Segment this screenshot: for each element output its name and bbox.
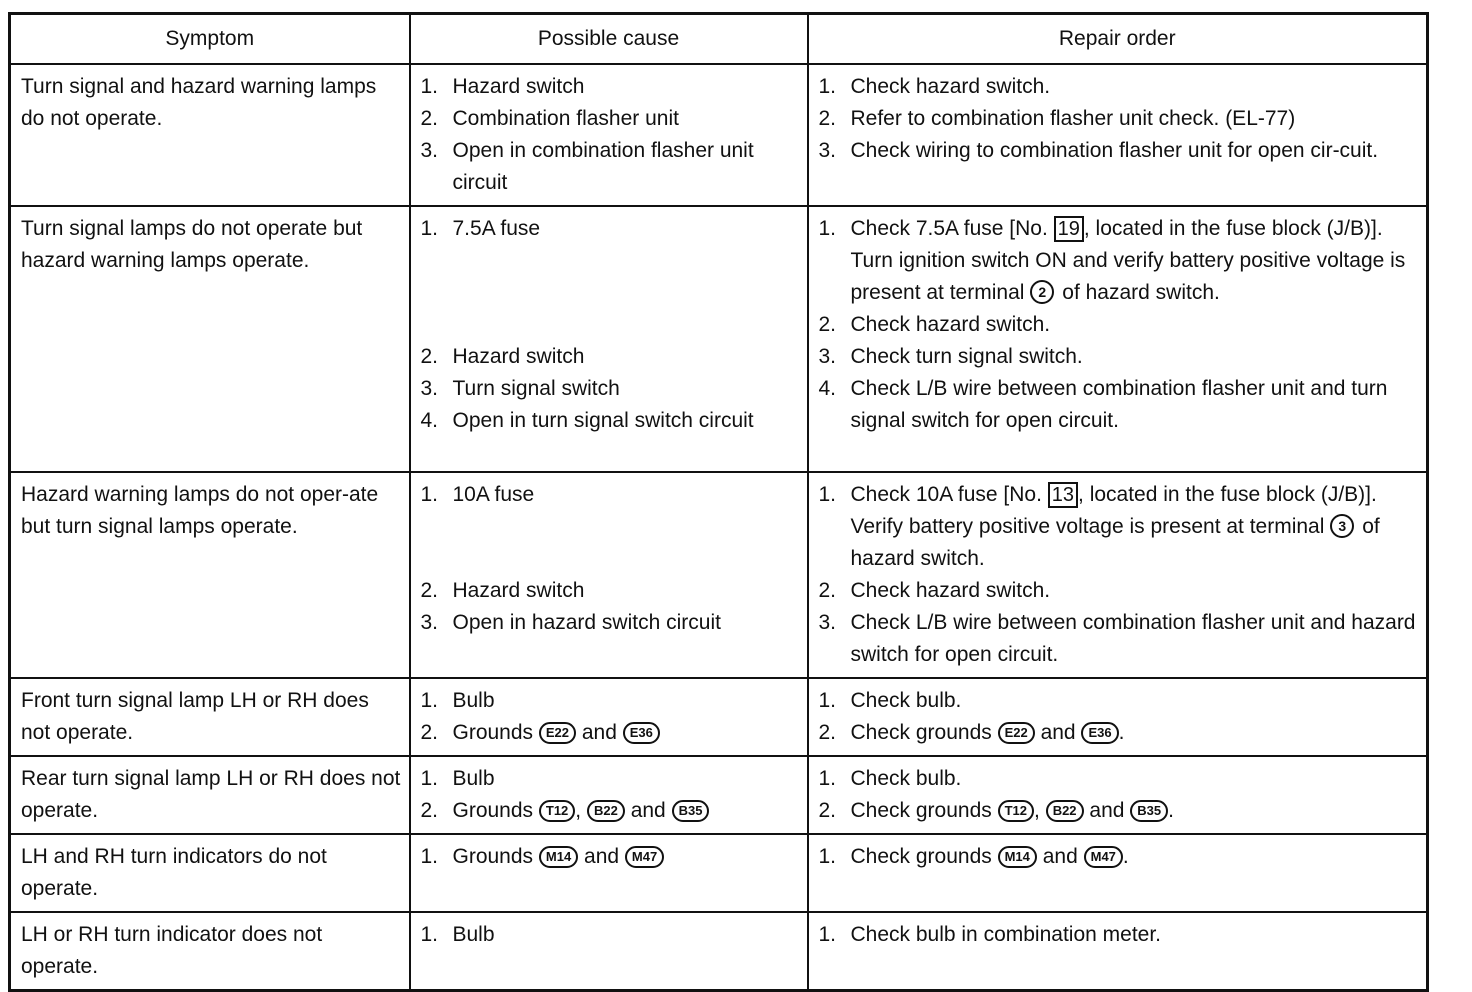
list-item: 3. Open in combination flasher unit circuit: [420, 139, 754, 194]
table-row: [10, 756, 1428, 834]
cause-cell: [410, 64, 808, 206]
list-item: 1. 10A fuse: [420, 483, 535, 506]
repair-cell: [808, 206, 1428, 472]
cause-cell: [410, 912, 808, 991]
connector-badge: E36: [1081, 722, 1118, 744]
repair-cell: [808, 756, 1428, 834]
symptom-cell: LH and RH turn indicators do not operate.: [10, 834, 410, 912]
list-item: 2. Combination flasher unit: [420, 107, 679, 130]
list-item: 3. Check L/B wire between combination flasher unit and hazard switch for open circuit.: [818, 611, 1416, 666]
list-item: 2. Check grounds E22 and E36 .: [818, 721, 1125, 744]
list-item: 3. Open in hazard switch circuit: [420, 611, 721, 634]
terminal-number-circle: 3: [1330, 514, 1354, 538]
symptom-cell: Turn signal and hazard warning lamps do not operate.: [10, 64, 410, 206]
list-item: 1. Check bulb.: [818, 689, 962, 712]
connector-badge: M14: [539, 846, 578, 868]
symptom-cell: Front turn signal lamp LH or RH does not operate.: [10, 678, 410, 756]
connector-badge: M14: [998, 846, 1037, 868]
list-item: 2. Check grounds T12 , B22 and B35 .: [818, 799, 1174, 822]
connector-badge: E36: [623, 722, 660, 744]
list-item: 2. Check hazard switch.: [818, 579, 1051, 602]
connector-badge: E22: [998, 722, 1035, 744]
list-item: 3. Check turn signal switch.: [818, 345, 1083, 368]
list-item: 1. Bulb: [420, 923, 495, 946]
list-item: 2. Grounds T12 , B22 and B35: [421, 795, 799, 827]
connector-badge: B35: [672, 800, 710, 822]
repair-cell: [808, 64, 1428, 206]
table-row: [10, 206, 1428, 472]
connector-badge: E22: [539, 722, 576, 744]
fuse-number-box: 13: [1048, 482, 1078, 508]
connector-badge: T12: [539, 800, 575, 822]
cause-cell: [410, 678, 808, 756]
table-row: [10, 834, 1428, 912]
repair-cell: [808, 472, 1428, 678]
list-item: 1. Grounds M14 and M47: [421, 841, 799, 873]
connector-badge: T12: [998, 800, 1034, 822]
repair-cell: [808, 834, 1428, 912]
header-repair-order: Repair order: [808, 14, 1428, 65]
list-item: 1. Bulb: [420, 689, 495, 712]
list-item: 2. Refer to combination flasher unit check. (EL-77): [818, 107, 1296, 130]
list-item: 4. Open in turn signal switch circuit: [420, 409, 754, 432]
list-item: 1. Check 10A fuse [No. 13 , located in the fuse block (J/B)]. Verify battery positive voltage is present at terminal 3 of hazard switch.: [818, 483, 1380, 570]
list-item: 1. Bulb: [420, 767, 495, 790]
symptom-cell: Turn signal lamps do not operate but hazard warning lamps operate.: [10, 206, 410, 472]
header-symptom: Symptom: [10, 14, 410, 65]
list-item: 2. Hazard switch: [420, 579, 585, 602]
list-item: 2. Check hazard switch.: [818, 313, 1051, 336]
connector-badge: B22: [587, 800, 625, 822]
symptom-cell: Rear turn signal lamp LH or RH does not operate.: [10, 756, 410, 834]
cause-cell: [410, 206, 808, 472]
terminal-number-circle: 2: [1030, 280, 1054, 304]
table-row: [10, 678, 1428, 756]
cause-cell: [410, 834, 808, 912]
list-item: 1. Check bulb in combination meter.: [818, 923, 1161, 946]
header-row: [10, 14, 1428, 65]
list-item: 1. Check 7.5A fuse [No. 19 , located in the fuse block (J/B)]. Turn ignition switch ON and verify battery positive voltage is present at terminal 2 of hazard switch.: [818, 217, 1406, 304]
connector-badge: B35: [1130, 800, 1168, 822]
list-item: 1. Check bulb.: [818, 767, 962, 790]
header-possible-cause: Possible cause: [410, 14, 808, 65]
repair-cell: [808, 678, 1428, 756]
list-item: 1. 7.5A fuse: [420, 217, 541, 240]
list-item: 3. Turn signal switch: [420, 377, 620, 400]
list-item: 2. Grounds E22 and E36: [421, 717, 799, 749]
list-item: 2. Hazard switch: [420, 345, 585, 368]
table-row: [10, 472, 1428, 678]
list-item: 4. Check L/B wire between combination flasher unit and turn signal switch for open circuit.: [818, 377, 1388, 432]
list-item: 1. Check hazard switch.: [818, 75, 1051, 98]
symptom-cell: LH or RH turn indicator does not operate.: [10, 912, 410, 991]
diagnosis-table: [8, 12, 1429, 992]
cause-cell: [410, 472, 808, 678]
connector-badge: M47: [1084, 846, 1123, 868]
fuse-number-box: 19: [1054, 216, 1084, 242]
list-item: 1. Check grounds M14 and M47 .: [818, 845, 1129, 868]
list-item: 3. Check wiring to combination flasher unit for open cir-cuit.: [818, 139, 1379, 162]
symptom-cell: Hazard warning lamps do not oper-ate but turn signal lamps operate.: [10, 472, 410, 678]
cause-cell: [410, 756, 808, 834]
list-item: 1. Hazard switch: [420, 75, 585, 98]
connector-badge: M47: [625, 846, 664, 868]
repair-cell: [808, 912, 1428, 991]
table-row: [10, 912, 1428, 991]
table-row: [10, 64, 1428, 206]
connector-badge: B22: [1046, 800, 1084, 822]
